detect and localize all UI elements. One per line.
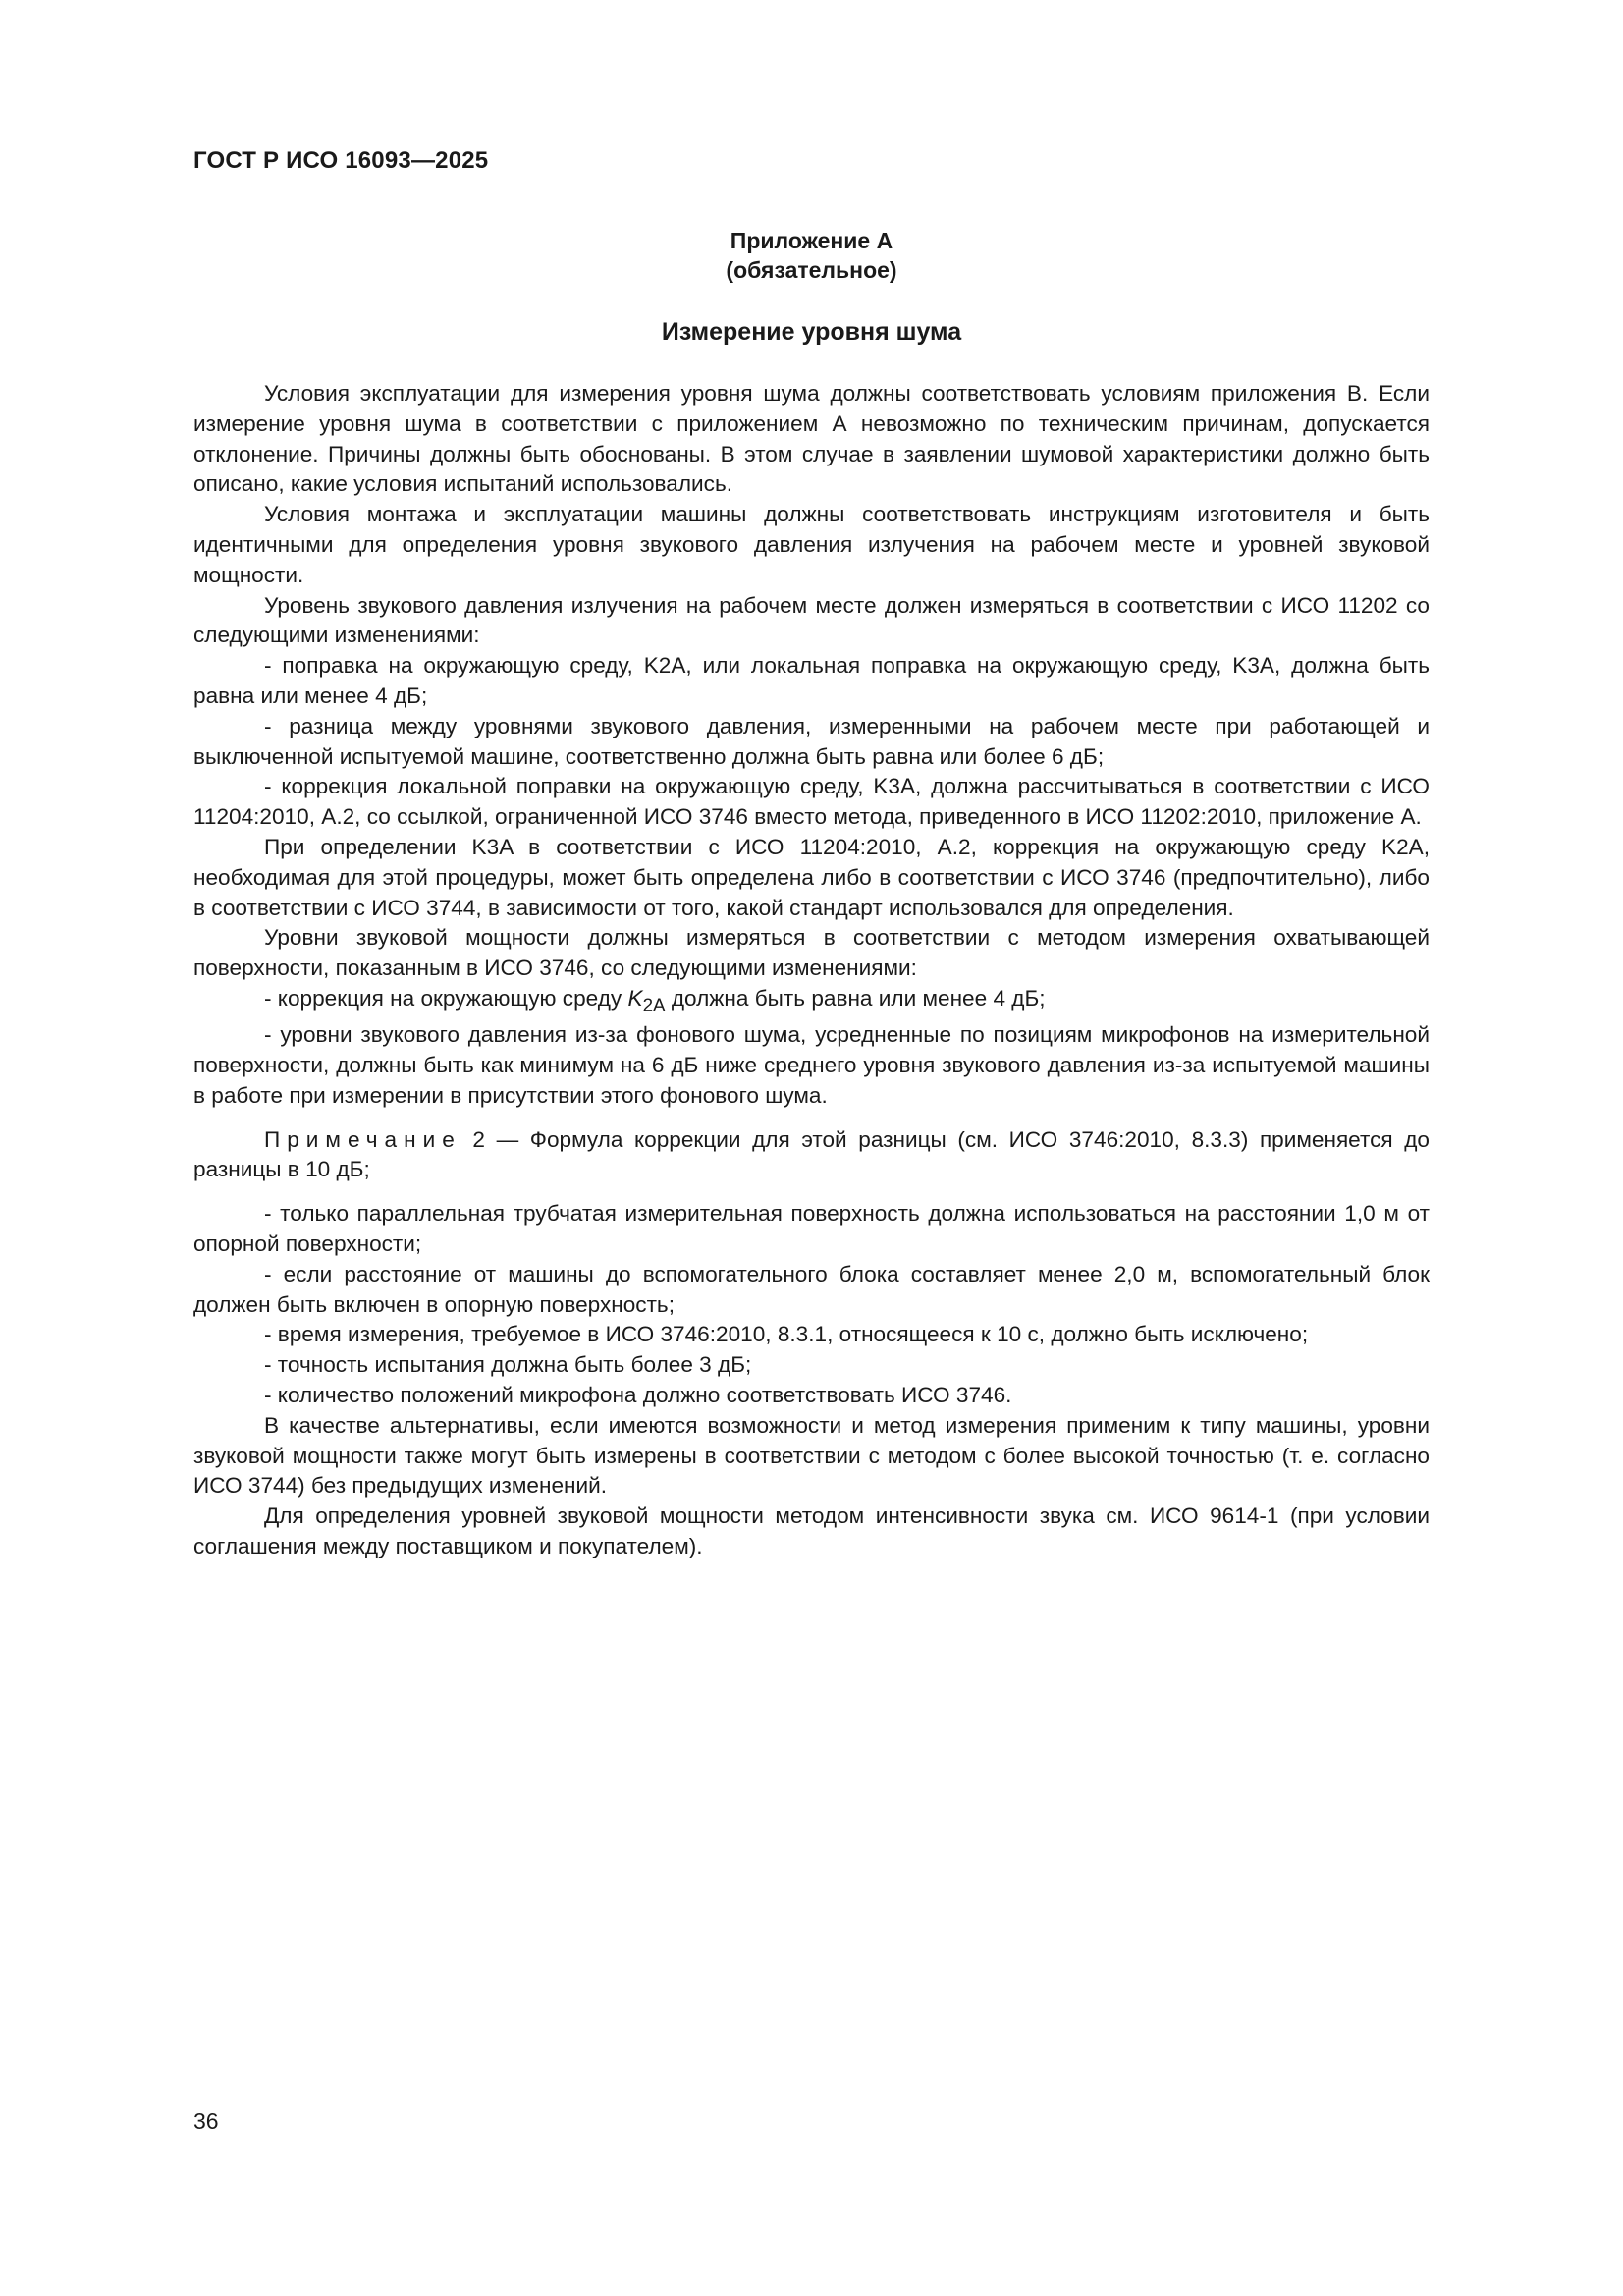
document-body (193, 379, 1430, 1562)
list-item: - точность испытания должна быть более 3 дБ; (264, 1352, 752, 1378)
paragraph: В качестве альтернативы, если имеются возможности и метод измерения применим к типу машины, уровни звуковой мощности также могут быть измерены в соответствии с методом с более высокой точностью (т. е. согласно ИСО 3744) без предыдущих изменений. (193, 1412, 1430, 1499)
page-number: 36 (193, 2108, 219, 2134)
paragraph: Условия эксплуатации для измерения уровня шума должны соответствовать условиям приложения В. Если измерение уровня шума в соответствии с приложением А невозможно по техническим причинам, допускается отклонение. Причины должны быть обоснованы. В этом случае в заявлении шумовой характеристики должно быть описано, какие условия испытаний использовались. (193, 381, 1430, 497)
annex-title: Приложение А (730, 228, 893, 253)
annex-heading (193, 226, 1430, 285)
list-item: - время измерения, требуемое в ИСО 3746:2010, 8.3.1, относящееся к 10 с, должно быть исключено; (264, 1322, 1309, 1347)
paragraph: При определении K3A в соответствии с ИСО 11204:2010, А.2, коррекция на окружающую среду K2A, необходимая для этой процедуры, может быть определена либо в соответствии с ИСО 3746 (предпочтительно), либо в соответствии с ИСО 3744, в зависимости от того, какой стандарт использовался для определения. (193, 834, 1430, 920)
paragraph: Для определения уровней звуковой мощности методом интенсивности звука см. ИСО 9614-1 (при условии соглашения между поставщиком и покупателем). (193, 1503, 1430, 1558)
list-item-suffix: должна быть равна или менее 4 дБ; (665, 985, 1046, 1011)
list-item: - коррекция локальной поправки на окружающую среду, K3A, должна рассчитываться в соответствии с ИСО 11204:2010, А.2, со ссылкой, ограниченной ИСО 3746 вместо метода, приведенного в ИСО 11202:2010, приложение А. (193, 774, 1430, 830)
list-item: - количество положений микрофона должно соответствовать ИСО 3746. (264, 1383, 1012, 1408)
note-text: 2 — Формула коррекции для этой разницы (см. ИСО 3746:2010, 8.3.3) применяется до разницы в 10 дБ; (193, 1126, 1430, 1182)
paragraph: Условия монтажа и эксплуатации машины должны соответствовать инструкциям изготовителя и быть идентичными для определения уровня звукового давления излучения на рабочем месте и уровней звуковой мощности. (193, 502, 1430, 587)
list-item (193, 984, 1430, 1020)
paragraph: Уровень звукового давления излучения на рабочем месте должен измеряться в соответствии с ИСО 11202 со следующими изменениями: (193, 592, 1430, 648)
annex-status: (обязательное) (726, 257, 897, 283)
list-item: - уровни звукового давления из-за фонового шума, усредненные по позициям микрофонов на измерительной поверхности, должны быть как минимум на 6 дБ ниже среднего уровня звукового давления из-за испытуемой машины в работе при измерении в присутствии этого фонового шума. (193, 1022, 1430, 1108)
list-item-prefix: - коррекция на окружающую среду (264, 985, 628, 1011)
note (193, 1125, 1430, 1186)
list-item: - разница между уровнями звукового давления, измеренными на рабочем месте при работающей и выключенной испытуемой машине, соответственно должна быть равна или более 6 дБ; (193, 713, 1430, 769)
list-item: - если расстояние от машины до вспомогательного блока составляет менее 2,0 м, вспомогательный блок должен быть включен в опорную поверхность; (193, 1261, 1430, 1317)
list-item: - только параллельная трубчатая измерительная поверхность должна использоваться на расстоянии 1,0 м от опорной поверхности; (193, 1201, 1430, 1257)
k-subscript: 2A (642, 994, 666, 1015)
k-symbol: K (627, 985, 643, 1011)
document-code: ГОСТ Р ИСО 16093—2025 (193, 147, 489, 174)
note-label: Примечание (264, 1126, 461, 1152)
list-item: - поправка на окружающую среду, K2A, или локальная поправка на окружающую среду, K3A, должна быть равна или менее 4 дБ; (193, 653, 1430, 708)
paragraph: Уровни звуковой мощности должны измеряться в соответствии с методом измерения охватывающей поверхности, показанным в ИСО 3746, со следующими изменениями: (193, 925, 1430, 981)
section-title: Измерение уровня шума (661, 318, 962, 346)
